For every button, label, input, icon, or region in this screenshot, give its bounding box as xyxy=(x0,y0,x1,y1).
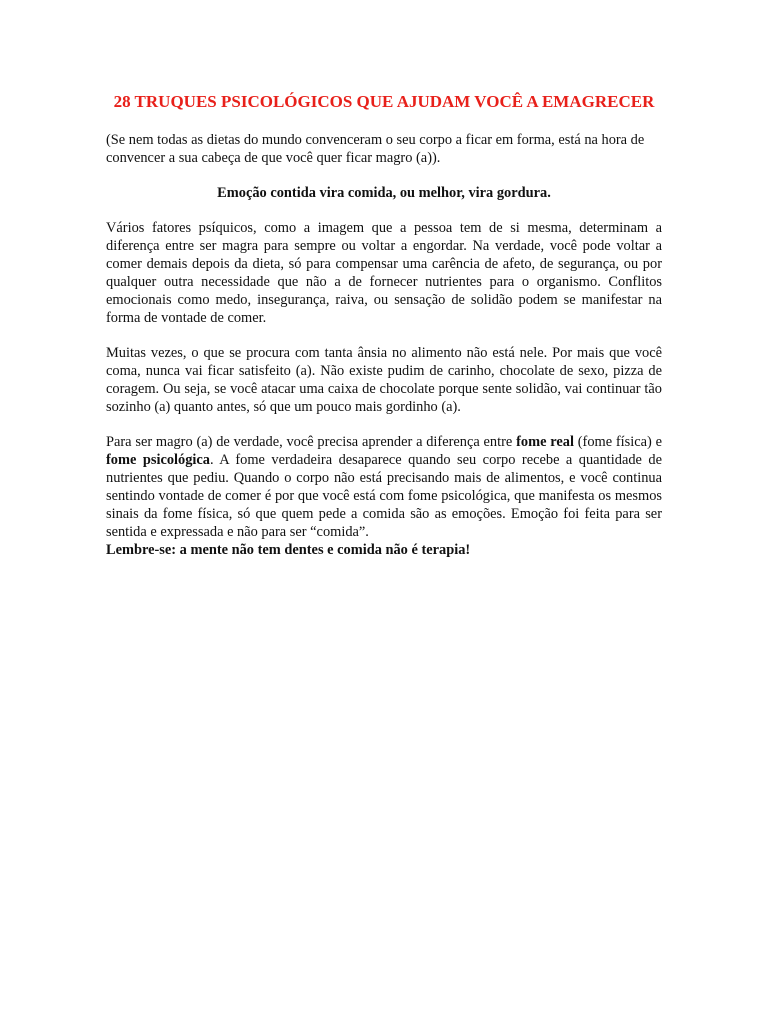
paragraph-3-text-b: (fome física) e xyxy=(573,434,662,450)
body-paragraph-2: Muitas vezes, o que se procura com tanta ânsia no alimento não está nele. Por mais que você coma, nunca vai ficar satisfeito (a). Não existe pudim de carinho, chocolate de sexo, pizza de coragem. Ou seja, se você atacar uma caixa de chocolate porque sente solidão, vai continuar tão sozinho (a) quanto antes, só que um pouco mais gordinho (a). xyxy=(106,345,662,415)
fome-real-term: fome real xyxy=(516,434,574,450)
document-page xyxy=(106,90,662,559)
paragraph-3-text-c: . A fome verdadeira desaparece quando seu corpo recebe a quantidade de nutrientes que pediu. Quando o corpo não está precisando mais de alimentos, e você continua sentindo vontade de comer é por que você está com fome psicológica, que manifesta os mesmos sinais da fome física, só que quem pede a comida são as emoções. Emoção foi feita para ser sentida e expressada e não para ser “comida”. xyxy=(106,452,662,540)
section-subheading: Emoção contida vira comida, ou melhor, vira gordura. xyxy=(217,185,551,201)
closing-statement: Lembre-se: a mente não tem dentes e comida não é terapia! xyxy=(106,542,471,558)
fome-psicologica-term: fome psicológica xyxy=(106,452,210,468)
body-paragraph-3 xyxy=(106,433,662,541)
body-paragraph-1: Vários fatores psíquicos, como a imagem que a pessoa tem de si mesma, determinam a diferença entre ser magra para sempre ou voltar a engordar. Na verdade, você pode voltar a comer demais depois da dieta, só para compensar uma carência de afeto, de segurança, ou por qualquer outra necessidade que não a de fornecer nutrientes para o organismo. Conflitos emocionais como medo, insegurança, raiva, ou sensação de solidão podem se manifestar na forma de vontade de comer. xyxy=(106,220,662,326)
intro-paragraph: (Se nem todas as dietas do mundo convenceram o seu corpo a ficar em forma, está na hora de convencer a sua cabeça de que você quer ficar magro (a)). xyxy=(106,132,645,166)
paragraph-3-text-a: Para ser magro (a) de verdade, você precisa aprender a diferença entre xyxy=(106,434,517,450)
document-title: 28 TRUQUES PSICOLÓGICOS QUE AJUDAM VOCÊ A EMAGRECER xyxy=(113,92,655,111)
